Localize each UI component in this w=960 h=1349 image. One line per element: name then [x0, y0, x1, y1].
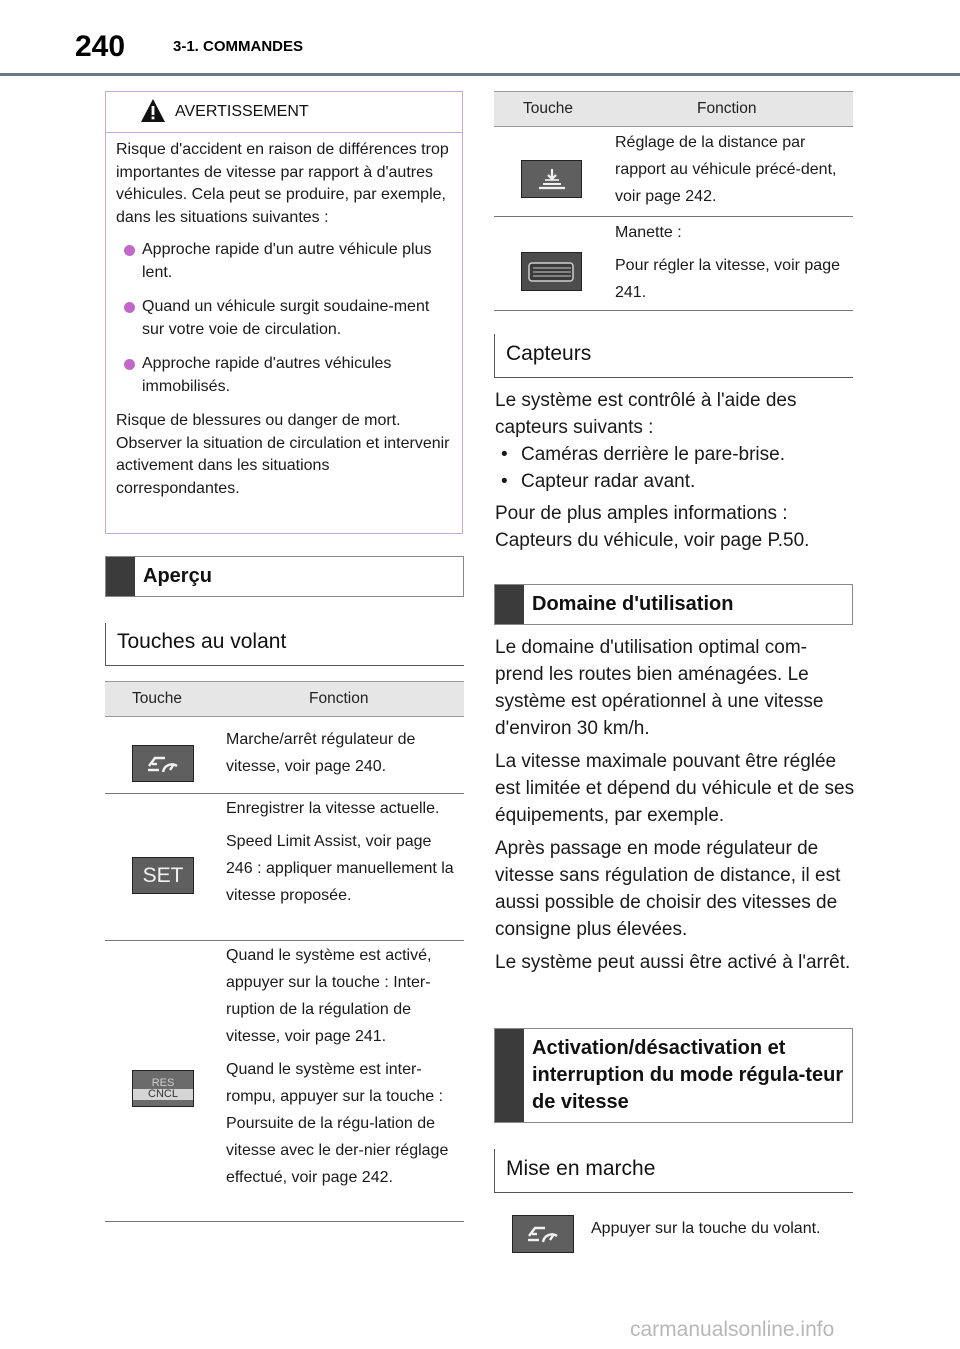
section-activation-title: Activation/désactivation et interruption du mode régula-teur de vitesse	[532, 1037, 844, 1113]
row-divider	[105, 793, 464, 794]
section-domaine-title: Domaine d'utilisation	[532, 593, 734, 615]
row3-text-1: Quand le système est activé, appuyer sur la touche : Inter-ruption de la régulation de vitesse, voir page 241.	[226, 947, 432, 1045]
table-header	[105, 681, 464, 717]
warning-box	[105, 91, 463, 534]
capteurs-intro: Le système est contrôlé à l'aide des capteurs suivants :	[495, 390, 797, 438]
chapter-title: 3-1. COMMANDES	[173, 38, 304, 55]
cruise-control-icon	[525, 1222, 561, 1246]
col-fonction: Fonction	[697, 100, 757, 117]
domaine-para: La vitesse maximale pouvant être réglée est limitée et dépend du véhicule et de ses équipements, par exemple.	[495, 751, 855, 826]
warning-bullet: Quand un véhicule surgit soudaine-ment sur votre voie de circulation.	[116, 296, 452, 341]
warning-triangle-icon	[140, 98, 166, 124]
col-touche: Touche	[132, 690, 182, 707]
col-touche: Touche	[523, 100, 573, 117]
table-cell-function	[226, 795, 462, 915]
warning-bullet: Approche rapide d'autres véhicules immobilisés.	[116, 353, 452, 398]
distance-key	[521, 160, 582, 198]
subsection-mise: Mise en marche	[494, 1149, 853, 1193]
domaine-para: Le système peut aussi être activé à l'arrêt.	[495, 952, 851, 973]
capteurs-item: • Caméras derrière le pare-brise.	[495, 441, 855, 468]
warning-title: AVERTISSEMENT	[175, 103, 309, 120]
res-cncl-key	[132, 1070, 194, 1107]
row-divider	[494, 216, 853, 217]
table-cell-function	[226, 726, 462, 786]
watermark: carmanualsonline.info	[630, 1318, 835, 1341]
warning-header	[106, 92, 462, 133]
row-divider	[105, 940, 464, 941]
cruise-control-icon	[145, 752, 181, 776]
section-domaine	[494, 584, 853, 625]
subsection-touches: Touches au volant	[105, 623, 464, 666]
distance-setting-icon	[534, 166, 570, 192]
cruise-control-key	[132, 745, 194, 782]
row1-text: Marche/arrêt régulateur de vitesse, voir page 240.	[226, 731, 416, 775]
row2-text-1: Enregistrer la vitesse actuelle.	[226, 800, 440, 817]
capteurs-text	[495, 387, 855, 560]
col-fonction: Fonction	[309, 690, 369, 707]
warning-bullet: Approche rapide d'un autre véhicule plus lent.	[116, 239, 452, 284]
capteurs-outro: Pour de plus amples informations : Capteurs du véhicule, voir page P.50.	[495, 503, 810, 551]
warning-outro: Risque de blessures ou danger de mort. Observer la situation de circulation et intervenir activement dans les situations correspondantes.	[116, 412, 450, 497]
table-cell-function	[615, 219, 851, 312]
rrow1-text: Réglage de la distance par rapport au véhicule précé-dent, voir page 242.	[615, 134, 837, 205]
subsection-capteurs: Capteurs	[494, 334, 853, 378]
mise-text: Appuyer sur la touche du volant.	[591, 1220, 821, 1237]
section-apercu-title: Aperçu	[143, 565, 212, 587]
domaine-para: Le domaine d'utilisation optimal com-prend les routes bien aménagées. Le système est opérationnel à une vitesse d'environ 30 km/h.	[495, 637, 824, 739]
set-key: SET	[132, 857, 194, 894]
domaine-text	[495, 634, 855, 982]
domaine-para: Après passage en mode régulateur de vitesse sans régulation de distance, il est aussi possible de choisir des vitesses de consigne plus élevées.	[495, 838, 841, 940]
row3-text-2: Quand le système est inter-rompu, appuyer sur la touche : Poursuite de la régu-lation de vitesse avec le der-nier réglage effectué, voir page 242.	[226, 1061, 449, 1186]
header-rule	[0, 73, 960, 76]
section-activation	[494, 1028, 853, 1123]
table-cell-function	[226, 942, 462, 1197]
rrow2-text-1: Manette :	[615, 224, 682, 241]
cncl-label: CNCL	[133, 1089, 193, 1100]
row2-text-2: Speed Limit Assist, voir page 246 : appliquer manuellement la vitesse proposée.	[226, 833, 454, 904]
page-number: 240	[75, 30, 126, 63]
row-divider	[105, 1221, 464, 1222]
section-apercu	[105, 556, 464, 597]
res-label: RES	[151, 1076, 175, 1089]
table-header	[494, 91, 853, 127]
rrow2-text-2: Pour régler la vitesse, voir page 241.	[615, 257, 840, 301]
table-cell-function	[615, 129, 851, 216]
warning-intro: Risque d'accident en raison de différences trop importantes de vitesse par rapport à d'autres véhicules. Cela peut se produire, par exemple, dans les situations suivantes :	[116, 141, 449, 226]
lever-icon	[525, 257, 579, 287]
lever-key	[521, 252, 582, 291]
row-divider	[494, 310, 853, 311]
capteurs-item: • Capteur radar avant.	[495, 468, 855, 495]
cruise-control-key	[512, 1215, 574, 1253]
